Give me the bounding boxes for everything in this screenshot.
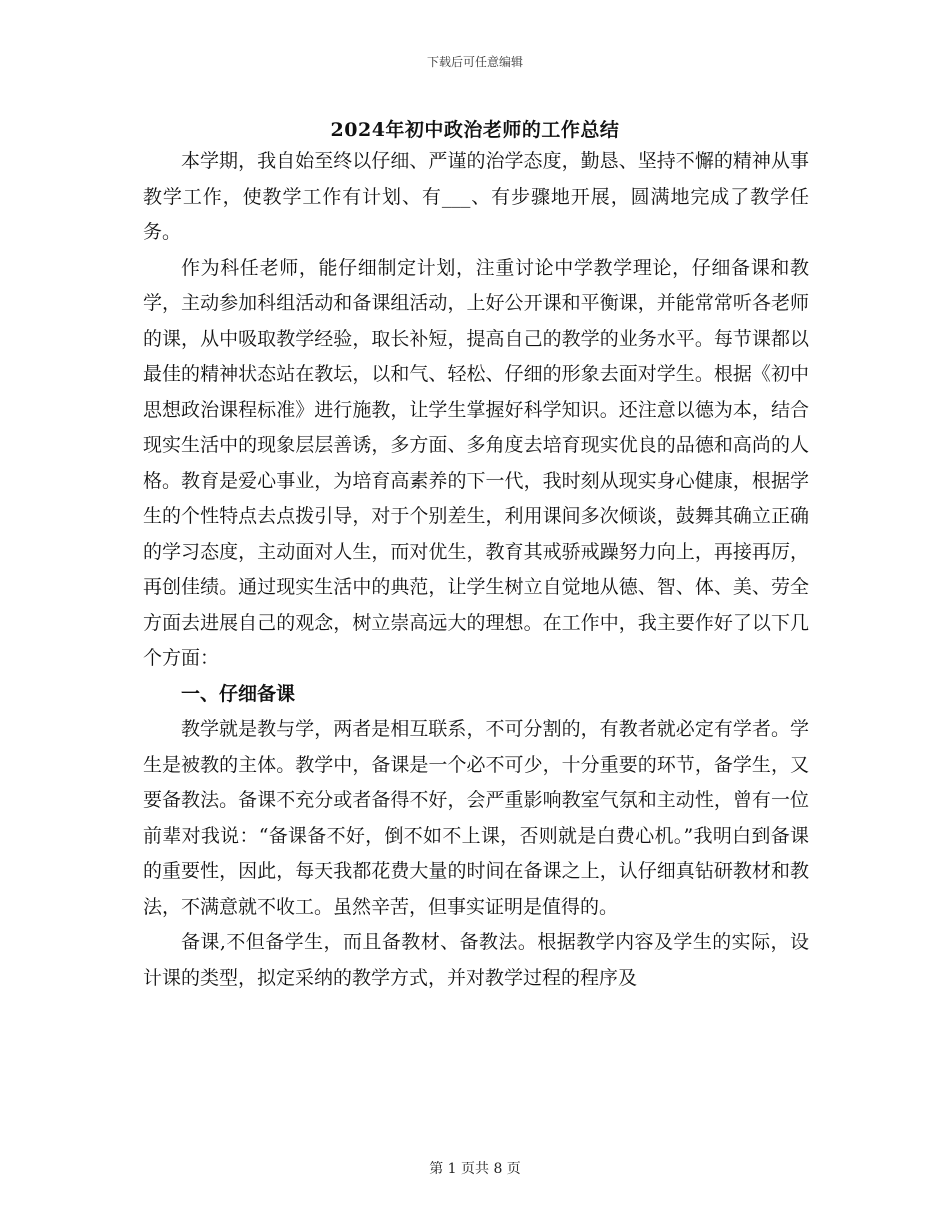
paragraph-role: 作为科任老师，能仔细制定计划，注重讨论中学教学理论，仔细备课和教学，主动参加科组活动和备课组活动，上好公开课和平衡课，并能常常听各老师的课，从中吸取教学经验，取长补短，提高自己的教学的业务水平。每节课都以最佳的精神状态站在教坛，以和气、轻松、仔细的形象去面对学生。根据《初中思想政治课程标准》进行施教，让学生掌握好科学知识。还注意以德为本，结合现实生活中的现象层层善诱，多方面、多角度去培育现实优良的品德和高尚的人格。教育是爱心事业，为培育高素养的下一代，我时刻从现实身心健康，根据学生的个性特点去点拨引导，对于个别差生，利用课间多次倾谈，鼓舞其确立正确的学习态度，主动面对人生，而对优生，教育其戒骄戒躁努力向上，再接再厉，再创佳绩。通过现实生活中的典范，让学生树立自觉地从德、智、体、美、劳全方面去进展自己的观念，树立崇高远大的理想。在工作中，我主要作好了以下几个方面： [143,256,809,669]
paragraph-lesson-prep: 教学就是教与学，两者是相互联系，不可分割的，有教者就必定有学者。学生是被教的主体。教学中，备课是一个必不可少，十分重要的环节，备学生，又要备教法。备课不充分或者备得不好，会严重影响教室气氛和主动性，曾有一位前辈对我说：“备课备不好，倒不如不上课，否则就是白费心机。”我明白到备课的重要性，因此，每天我都花费大量的时间在备课之上，认仔细真钻研教材和教法，不满意就不收工。虽然辛苦，但事实证明是值得的。 [143,718,809,918]
document-body [143,144,809,996]
header-note: 下载后可任意编辑 [426,55,523,69]
section-heading: 一、仔细备课 [181,682,296,705]
document-title: 2024年初中政治老师的工作总结 [330,119,620,141]
paragraph-intro: 本学期，我自始至终以仔细、严谨的治学态度，勤恳、坚持不懈的精神从事教学工作，使教学工作有计划、有___、有步骤地开展，圆满地完成了教学任务。 [143,150,809,243]
page-number: 第 1 页共 8 页 [429,1161,521,1177]
paragraph-lesson-prep-continued: 备课,不但备学生，而且备教材、备教法。根据教学内容及学生的实际，设计课的类型，拟定采纳的教学方式，并对教学过程的程序及 [143,931,809,989]
